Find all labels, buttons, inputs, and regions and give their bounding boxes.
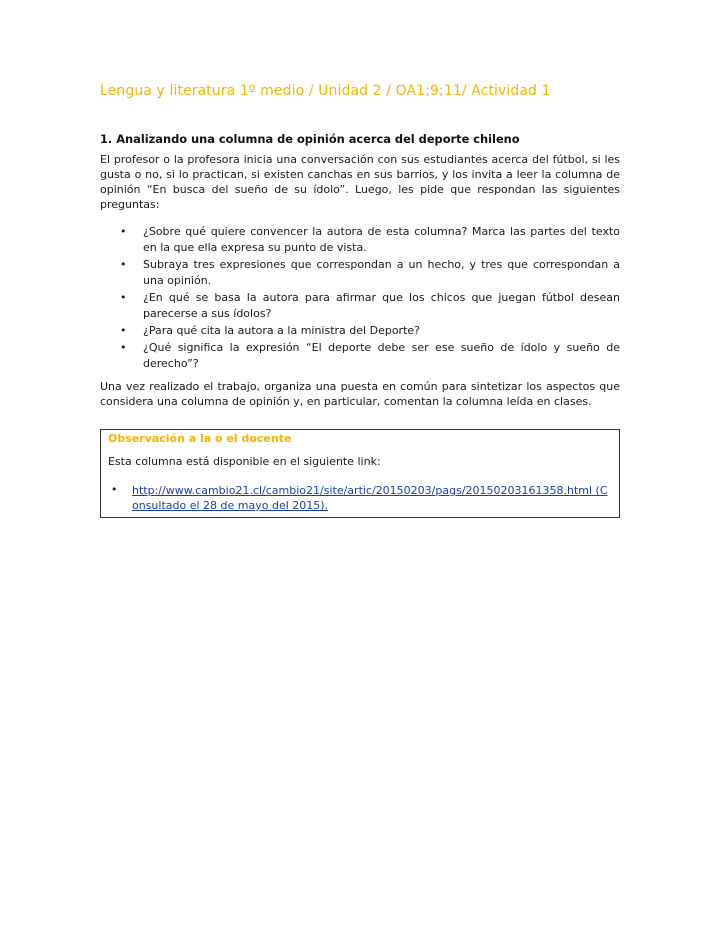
question-item bbox=[100, 257, 620, 289]
bullet-icon: • bbox=[120, 341, 127, 354]
question-text: ¿En qué se basa la autora para afirmar que los chicos que juegan fútbol desean parecerse a sus ídolos? bbox=[143, 291, 620, 320]
question-item bbox=[100, 340, 620, 372]
page-header-breadcrumb: Lengua y literatura 1º medio / Unidad 2 / OA1;9;11/ Actividad 1 bbox=[100, 83, 551, 99]
bullet-icon: • bbox=[120, 225, 127, 238]
bullet-icon: • bbox=[111, 483, 118, 496]
question-text: ¿Sobre qué quiere convencer la autora de esta columna? Marca las partes del texto en la que ella expresa su punto de vista. bbox=[143, 225, 620, 254]
question-item bbox=[100, 224, 620, 256]
question-item bbox=[100, 290, 620, 322]
observation-text: Esta columna está disponible en el siguiente link: bbox=[108, 455, 381, 468]
bullet-icon: • bbox=[120, 324, 127, 337]
closing-paragraph: Una vez realizado el trabajo, organiza una puesta en común para sintetizar los aspectos que considera una columna de opinión y, en particular, comentan la columna leída en clases. bbox=[100, 380, 620, 408]
observation-link-item bbox=[108, 483, 613, 513]
observation-title: Observación a la o el docente bbox=[108, 432, 292, 445]
question-text: ¿Qué significa la expresión “El deporte debe ser ese sueño de ídolo y sueño de derecho”? bbox=[143, 341, 620, 370]
intro-paragraph: El profesor o la profesora inicia una conversación con sus estudiantes acerca del fútbol, si les gusta o no, si lo practican, si existen canchas en sus barrios, y los invita a leer la columna de opinión “En busca del sueño de su ídolo”. Luego, les pide que respondan las siguientes preguntas: bbox=[100, 153, 620, 211]
bullet-icon: • bbox=[120, 291, 127, 304]
question-item bbox=[100, 323, 620, 339]
section-title: 1. Analizando una columna de opinión acerca del deporte chileno bbox=[100, 132, 520, 146]
observation-box bbox=[100, 429, 620, 518]
bullet-icon: • bbox=[120, 258, 127, 271]
question-text: Subraya tres expresiones que correspondan a un hecho, y tres que correspondan a una opinión. bbox=[143, 258, 620, 287]
question-text: ¿Para qué cita la autora a la ministra del Deporte? bbox=[143, 324, 420, 337]
article-link[interactable]: http://www.cambio21.cl/cambio21/site/artic/20150203/pags/20150203161358.html (Consultado el 28 de mayo del 2015). bbox=[132, 484, 608, 512]
questions-list bbox=[100, 224, 620, 373]
